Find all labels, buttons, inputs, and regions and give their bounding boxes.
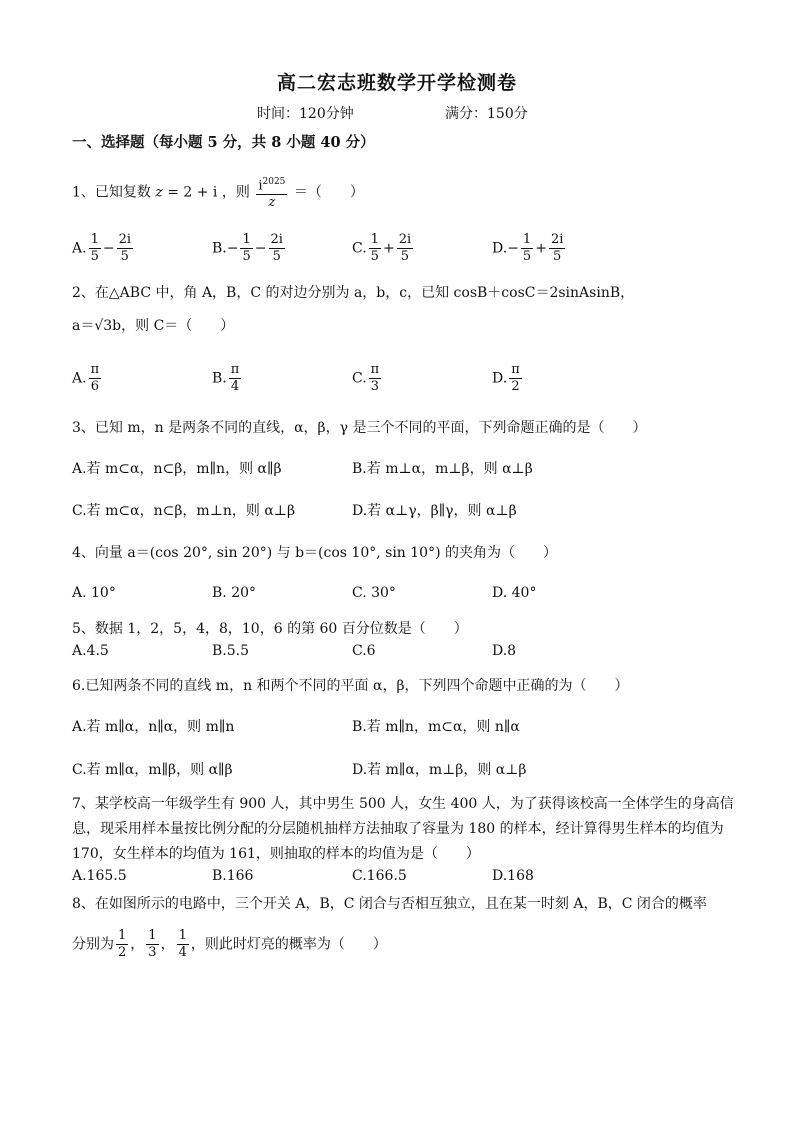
q6-option-d[interactable]: D.若 m∥α，m⊥β，则 α⊥β — [352, 762, 527, 778]
q2-option-d[interactable]: D. $\frac{\pi}{2}$ — [492, 362, 520, 394]
q6-option-b[interactable]: B.若 m∥n，m⊂α，则 n∥α — [352, 719, 520, 735]
q1-option-c[interactable]: C. $\frac{1}{5}$ + $\frac{2i}{5}$ — [352, 232, 412, 264]
q1-option-b[interactable]: B.− $\frac{1}{5}$ − $\frac{2i}{5}$ — [212, 232, 283, 264]
q1-option-a[interactable]: A. $\frac{1}{5}$ − $\frac{2i}{5}$ — [72, 232, 132, 264]
q1-stem-mid: ，则 — [221, 184, 250, 201]
question-7-line-2: 息，现采用样本量按比例分配的分层随机抽样方法抽取了容量为 180 的样本，经计算得男生样本的均值为 — [72, 821, 724, 837]
q2-option-b[interactable]: B. $\frac{\pi}{4}$ — [212, 362, 240, 394]
time-label: 时间：120分钟 — [257, 106, 354, 122]
score-label: 满分：150分 — [445, 106, 528, 122]
q5-option-d[interactable]: D.8 — [492, 643, 517, 659]
question-4: 4、向量 a＝(cos 20°, sin 20°) 与 b＝(cos 10°, sin 10°) 的夹角为（ ） — [72, 545, 557, 561]
q4-option-d[interactable]: D. 40° — [492, 585, 537, 601]
q5-option-a[interactable]: A.4.5 — [72, 643, 109, 659]
q7-option-a[interactable]: A.165.5 — [72, 868, 127, 884]
q1-stem-end: ＝（ ） — [293, 184, 364, 201]
question-1: 1、已知复数 z = 2 + i ，则 $\frac{i^{2025}}{z}$ ＝（ ） — [72, 174, 364, 211]
section-title: 一、选择题（每小题 5 分，共 8 小题 40 分） — [72, 134, 375, 151]
q8-line2-pre: 分别为 — [72, 936, 114, 953]
q5-option-c[interactable]: C.6 — [352, 643, 376, 659]
q1-option-d[interactable]: D.− $\frac{1}{5}$ + $\frac{2i}{5}$ — [492, 232, 564, 264]
q5-option-b[interactable]: B.5.5 — [212, 643, 250, 659]
q4-option-c[interactable]: C. 30° — [352, 585, 396, 601]
q7-option-b[interactable]: B.166 — [212, 868, 254, 884]
q4-option-a[interactable]: A. 10° — [72, 585, 116, 601]
question-8-line-2: 分别为 $\frac{1}{2}$ ， $\frac{1}{3}$ ， $\frac{1}{4}$ ，则此时灯亮的概率为（ ） — [72, 928, 387, 960]
q4-option-b[interactable]: B. 20° — [212, 585, 257, 601]
question-7-line-3: 170，女生样本的均值为 161，则抽取的样本的均值为是（ ） — [72, 846, 480, 862]
question-3: 3、已知 m，n 是两条不同的直线，α，β，γ 是三个不同的平面，下列命题正确的是（ ） — [72, 420, 647, 436]
q8-line2-post: ，则此时灯亮的概率为（ ） — [190, 936, 387, 953]
q7-option-c[interactable]: C.166.5 — [352, 868, 407, 884]
question-6: 6.已知两条不同的直线 m，n 和两个不同的平面 α，β，下列四个命题中正确的为（ ） — [72, 678, 629, 694]
q7-option-d[interactable]: D.168 — [492, 868, 534, 884]
q3-option-c[interactable]: C.若 m⊂α，n⊂β，m⊥n，则 α⊥β — [72, 503, 296, 519]
question-5: 5、数据 1，2，5，4，8，10，6 的第 60 百分位数是（ ） — [72, 621, 468, 637]
q2-option-a[interactable]: A. $\frac{\pi}{6}$ — [72, 362, 100, 394]
q3-option-b[interactable]: B.若 m⊥α，m⊥β，则 α⊥β — [352, 461, 533, 477]
question-7-line-1: 7、某学校高一年级学生有 900 人，其中男生 500 人，女生 400 人，为了获得该校高一全体学生的身高信 — [72, 796, 734, 812]
q2-option-c[interactable]: C. $\frac{\pi}{3}$ — [352, 362, 380, 394]
page-title: 高二宏志班数学开学检测卷 — [276, 72, 517, 94]
question-2-line-2: a＝√3b，则 C＝（ ） — [72, 318, 235, 334]
q3-option-d[interactable]: D.若 α⊥γ，β∥γ，则 α⊥β — [352, 503, 517, 519]
q6-option-a[interactable]: A.若 m∥α，n∥α，则 m∥n — [72, 719, 235, 735]
q1-stem-pre: 1、已知复数 — [72, 184, 151, 201]
question-8-line-1: 8、在如图所示的电路中，三个开关 A，B，C 闭合与否相互独立，且在某一时刻 A，B，C 闭合的概率 — [72, 896, 707, 912]
q3-option-a[interactable]: A.若 m⊂α，n⊂β，m∥n，则 α∥β — [72, 461, 282, 477]
q6-option-c[interactable]: C.若 m∥α，m∥β，则 α∥β — [72, 762, 233, 778]
question-2-line-1: 2、在△ABC 中，角 A，B，C 的对边分别为 a，b，c，已知 cosB＋cosC＝2sinAsinB， — [72, 285, 635, 301]
